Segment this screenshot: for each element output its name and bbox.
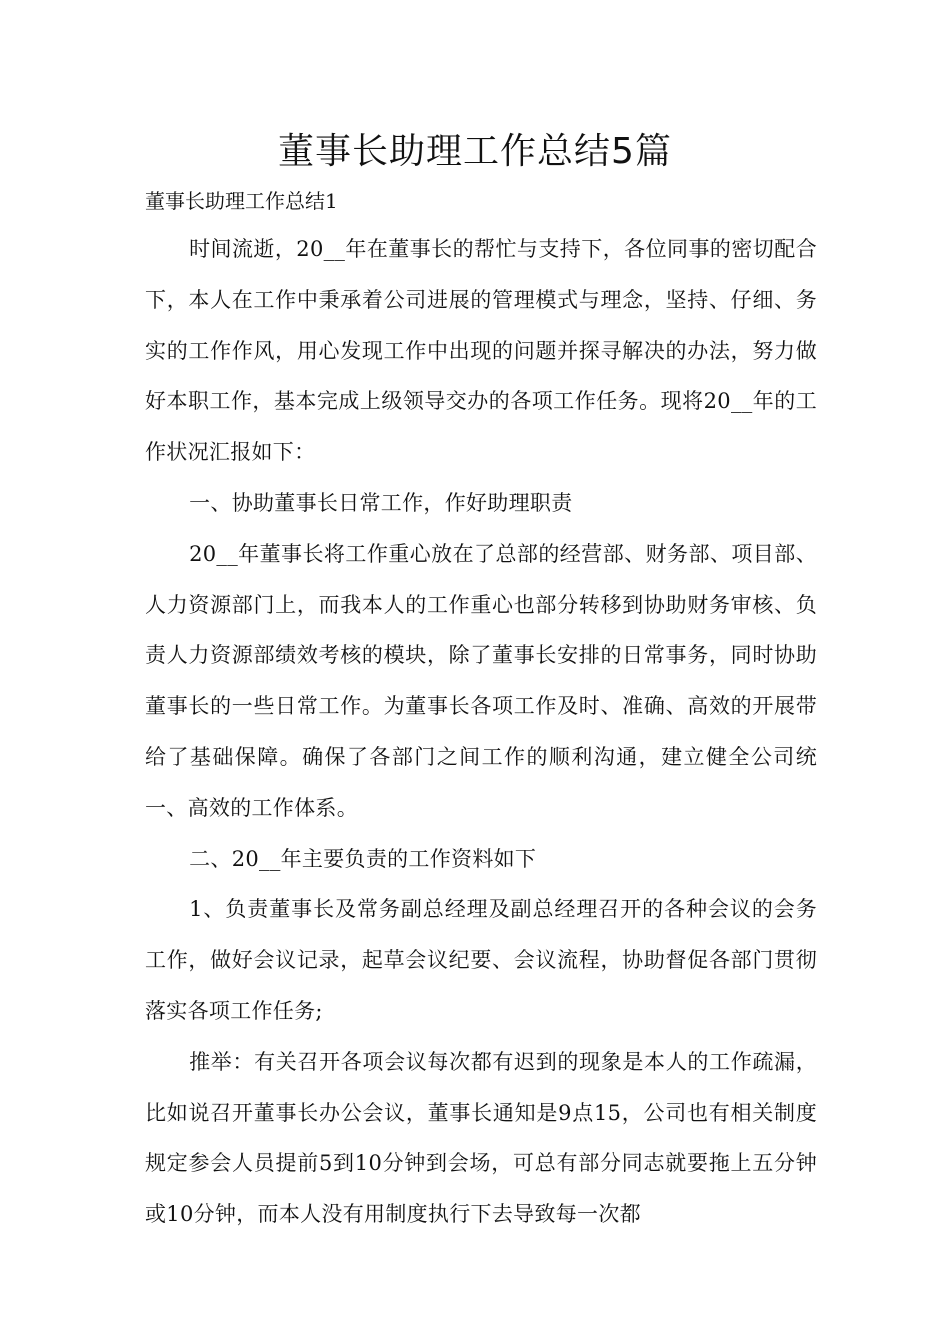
- paragraph-intro: 时间流逝，20__年在董事长的帮忙与支持下，各位同事的密切配合下，本人在工作中秉承着公司进展的管理模式与理念，坚持、仔细、务实的工作作风，用心发现工作中出现的问题并探寻解决的办法，努力做好本职工作，基本完成上级领导交办的各项工作任务。现将20__年的工作状况汇报如下：: [145, 237, 817, 465]
- paragraph-section-1: 20__年董事长将工作重心放在了总部的经营部、财务部、项目部、人力资源部门上，而我本人的工作重心也部分转移到协助财务审核、负责人力资源部绩效考核的模块，除了董事长安排的日常事务，同时协助董事长的一些日常工作。为董事长各项工作及时、准确、高效的开展带给了基础保障。确保了各部门之间工作的顺利沟通，建立健全公司统一、高效的工作体系。: [145, 541, 817, 820]
- document-body: [145, 224, 817, 1240]
- section-heading-2: 二、20__年主要负责的工作资料如下: [189, 846, 537, 871]
- document-title: 董事长助理工作总结5篇: [278, 131, 672, 172]
- document-subtitle: 董事长助理工作总结1: [145, 189, 338, 213]
- section-heading-1: 一、协助董事长日常工作，作好助理职责: [189, 490, 573, 515]
- paragraph-item-1: 1、负责董事长及常务副总经理及副总经理召开的各种会议的会务工作，做好会议记录，起草会议纪要、会议流程，协助督促各部门贯彻落实各项工作任务;: [145, 897, 817, 1023]
- paragraph-recommendation: 推举：有关召开各项会议每次都有迟到的现象是本人的工作疏漏，比如说召开董事长办公会议，董事长通知是9点15，公司也有相关制度规定参会人员提前5到10分钟到会场，可总有部分同志就要拖上五分钟或10分钟，而本人没有用制度执行下去导致每一次都: [145, 1049, 817, 1227]
